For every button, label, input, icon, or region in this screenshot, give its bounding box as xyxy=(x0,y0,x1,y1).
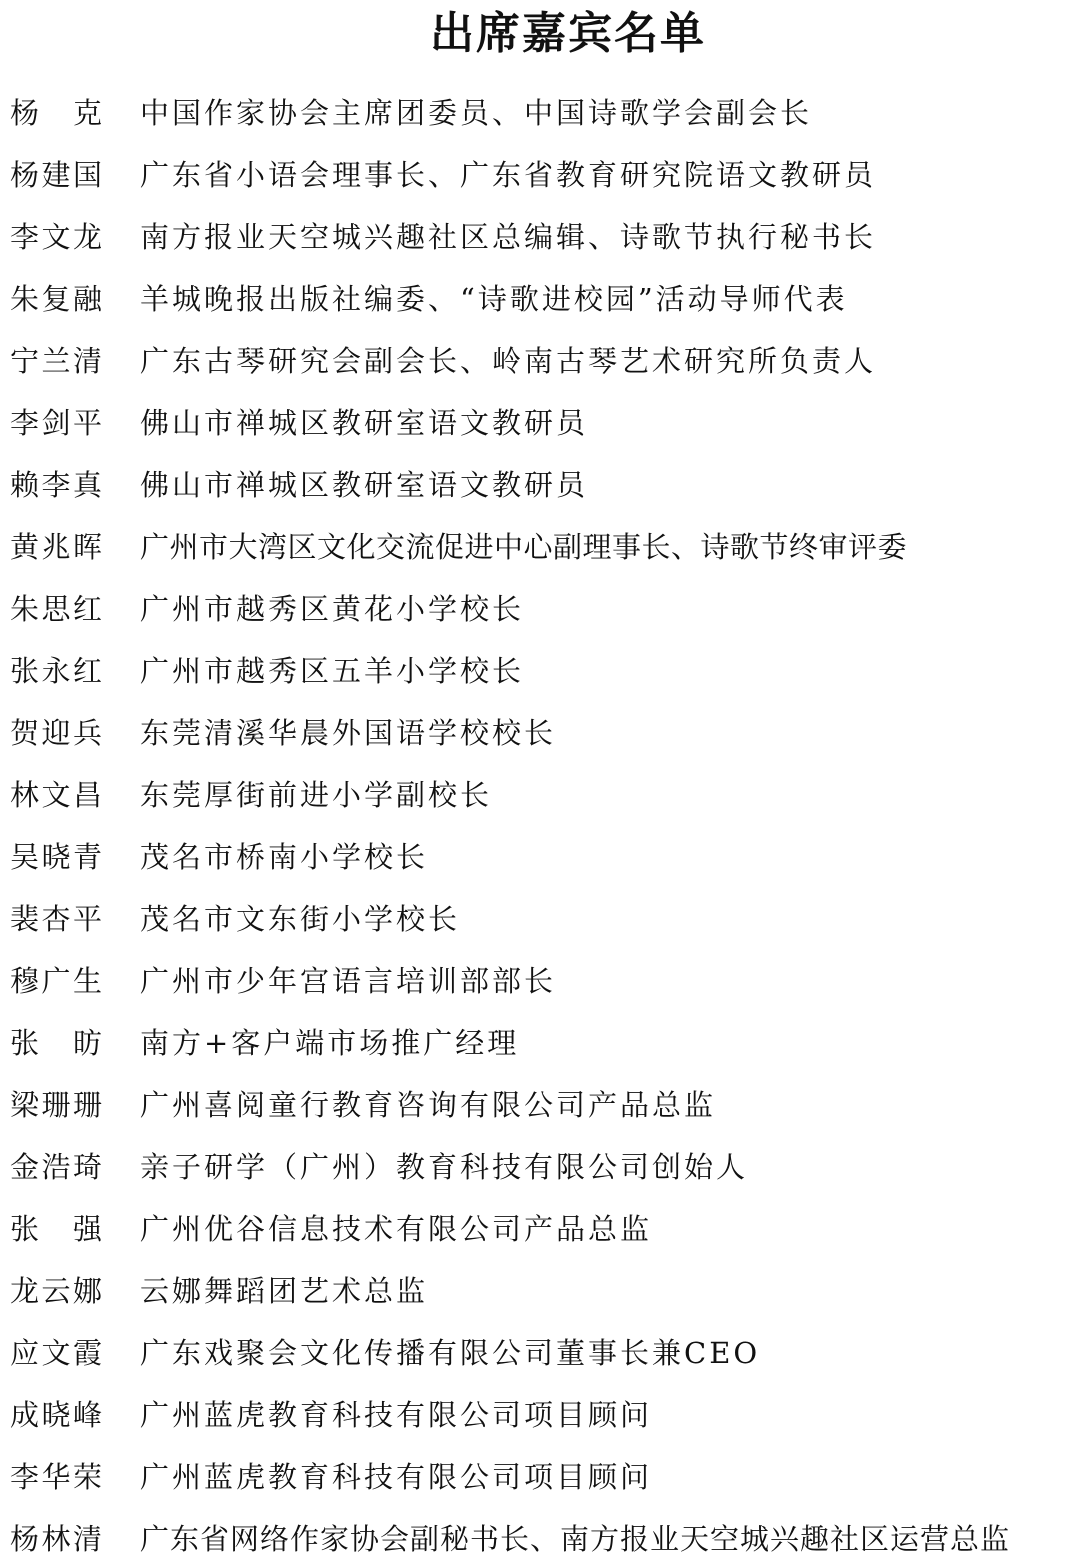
guest-role: 佛山市禅城区教研室语文教研员 xyxy=(140,467,589,502)
guest-name: 成晓峰 xyxy=(10,1397,102,1432)
guest-name: 宁兰清 xyxy=(10,343,102,378)
guest-name: 裴杏平 xyxy=(10,901,102,936)
guest-name: 张永红 xyxy=(10,653,102,688)
guest-name: 梁珊珊 xyxy=(10,1087,102,1122)
guest-role: 广东古琴研究会副会长、岭南古琴艺术研究所负责人 xyxy=(140,343,877,378)
guest-name: 朱复融 xyxy=(10,281,102,316)
guest-role: 广州市越秀区黄花小学校长 xyxy=(140,591,525,626)
list-item xyxy=(0,1320,1080,1382)
list-item xyxy=(0,80,1080,142)
list-item xyxy=(0,1258,1080,1320)
guest-name: 穆广生 xyxy=(10,963,102,998)
guest-role: 广州市大湾区文化交流促进中心副理事长、诗歌节终审评委 xyxy=(140,529,908,564)
guest-list xyxy=(0,80,1080,1568)
guest-role: 亲子研学（广州）教育科技有限公司创始人 xyxy=(140,1149,749,1184)
guest-name: 赖李真 xyxy=(10,467,102,502)
guest-role: 广东省小语会理事长、广东省教育研究院语文教研员 xyxy=(140,157,877,192)
guest-name: 杨 克 xyxy=(10,95,102,130)
guest-role: 中国作家协会主席团委员、中国诗歌学会副会长 xyxy=(140,95,813,130)
guest-role: 东莞厚街前进小学副校长 xyxy=(140,777,493,812)
list-item xyxy=(0,1444,1080,1506)
guest-role: 茂名市桥南小学校长 xyxy=(140,839,429,874)
list-item xyxy=(0,1134,1080,1196)
page-title: 出席嘉宾名单 xyxy=(430,8,706,59)
guest-role: 南方报业天空城兴趣社区总编辑、诗歌节执行秘书长 xyxy=(140,219,877,254)
list-item xyxy=(0,142,1080,204)
guest-role: 广州市越秀区五羊小学校长 xyxy=(140,653,525,688)
guest-name: 李剑平 xyxy=(10,405,102,440)
guest-name: 杨建国 xyxy=(10,157,102,192)
guest-name: 贺迎兵 xyxy=(10,715,102,750)
list-item xyxy=(0,514,1080,576)
guest-role: 广州喜阅童行教育咨询有限公司产品总监 xyxy=(140,1087,717,1122)
guest-role: 南方+客户端市场推广经理 xyxy=(140,1025,520,1060)
guest-name: 李文龙 xyxy=(10,219,102,254)
guest-role: 东莞清溪华晨外国语学校校长 xyxy=(140,715,557,750)
list-item xyxy=(0,204,1080,266)
guest-name: 杨林清 xyxy=(10,1521,102,1556)
list-item xyxy=(0,452,1080,514)
guest-role: 云娜舞蹈团艺术总监 xyxy=(140,1273,429,1308)
list-item xyxy=(0,824,1080,886)
list-item xyxy=(0,1382,1080,1444)
guest-role: 佛山市禅城区教研室语文教研员 xyxy=(140,405,589,440)
list-item xyxy=(0,1010,1080,1072)
list-item xyxy=(0,886,1080,948)
guest-name: 张 昉 xyxy=(10,1025,102,1060)
list-item xyxy=(0,700,1080,762)
guest-name: 龙云娜 xyxy=(10,1273,102,1308)
list-item xyxy=(0,1506,1080,1568)
list-item xyxy=(0,576,1080,638)
guest-role: 广州蓝虎教育科技有限公司项目顾问 xyxy=(140,1397,653,1432)
guest-name: 金浩琦 xyxy=(10,1149,102,1184)
list-item xyxy=(0,1072,1080,1134)
list-item xyxy=(0,638,1080,700)
guest-name: 张 强 xyxy=(10,1211,102,1246)
guest-role: 广东省网络作家协会副秘书长、南方报业天空城兴趣社区运营总监 xyxy=(140,1521,1011,1556)
list-item xyxy=(0,948,1080,1010)
guest-name: 吴晓青 xyxy=(10,839,102,874)
guest-role: 广州蓝虎教育科技有限公司项目顾问 xyxy=(140,1459,653,1494)
list-item xyxy=(0,266,1080,328)
guest-role: 广东戏聚会文化传播有限公司董事长兼CEO xyxy=(140,1335,761,1370)
list-item xyxy=(0,762,1080,824)
guest-role: 羊城晚报出版社编委、“诗歌进校园”活动导师代表 xyxy=(140,281,848,316)
guest-name: 黄兆晖 xyxy=(10,529,102,564)
list-item xyxy=(0,390,1080,452)
list-item xyxy=(0,1196,1080,1258)
guest-name: 应文霞 xyxy=(10,1335,102,1370)
guest-name: 李华荣 xyxy=(10,1459,102,1494)
guest-role: 广州优谷信息技术有限公司产品总监 xyxy=(140,1211,653,1246)
list-item xyxy=(0,328,1080,390)
guest-role: 茂名市文东街小学校长 xyxy=(140,901,461,936)
guest-name: 林文昌 xyxy=(10,777,102,812)
guest-role: 广州市少年宫语言培训部部长 xyxy=(140,963,557,998)
guest-name: 朱思红 xyxy=(10,591,102,626)
